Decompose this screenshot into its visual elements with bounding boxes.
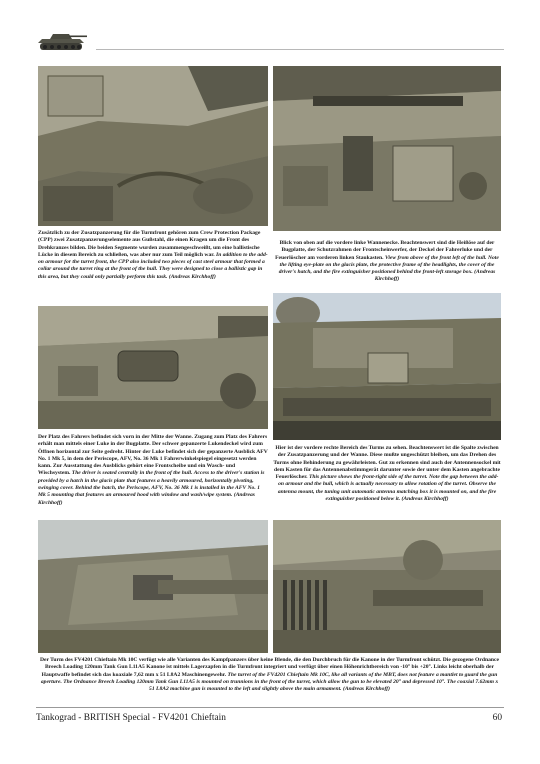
caption-bottom-english: The turret of the FV4201 Chieftain Mk 10C, like all variants of the MBT, does not feature a mantlet to guard the gun aperture. The Ordnance Breech Loading 120mm Tank Gun L11A5 is mounted on trunnions in the front of the turret, which allow the gun to be elevated 20° and depressed 10°. The coaxial 7.62mm x 51 L8A2 machine gun is mounted to the left and slightly above the main armament. (Andreas Kirchhoff) <box>40 671 499 693</box>
header-rule <box>96 49 504 50</box>
photo-driver-hatch <box>38 306 268 429</box>
caption-bottom-german: Der Turm des FV4201 Chieftain Mk 10C verfügt wie alle Varianten des Kampfpanzers über keine Blende, die den Durchbruch für die Kanone in der Turmfront schützt. Die gezogene Ordnance Breech Loading 120mm Tank Gun L11A5 Kanone ist mittels Lagerzapfen in die Turmfront integriert und verfügt über einen Höhenrichtbereich von -10° bis +20°. Links leicht oberhalb der Hauptwaffe befindet sich das koaxiale 7,62 mm x 51 L8A2 Maschinengewehr. <box>39 657 499 678</box>
footer-rule <box>36 707 504 708</box>
photo-turret-gun-aperture <box>38 520 268 653</box>
caption-bottom <box>38 657 501 693</box>
footer-title: Tankograd - BRITISH Special - FV4201 Chieftain <box>36 713 226 723</box>
caption-top-right-english: View from above of the front left of the hull. Note the lifting eye-plate on the glacis plate, the protective frame of the headlights, the cover of the driver's hatch, and the fire extinguisher positioned behind the front-left storage box. (Andreas Kirchhoff) <box>278 254 499 283</box>
page-number: 60 <box>492 713 502 723</box>
caption-middle-right-german: Hier ist der vordere rechte Bereich des Turms zu sehen. Beachtenswert ist die Spalte zwischen der Zusatzpanzerung und der Wanne. Diese mußte ungeschützt bleiben, um das Drehen des Turms ohne Behinderung zu gewährleisten. Gut zu erkennen sind auch der Antennensockel mit dem Kasten für das Antennenabstimmgerät darunter sowie der unter dem Kasten angebrachte Feuerlöscher. <box>273 445 501 481</box>
caption-middle-right-english: This picture shows the front-right side of the turret. Note the gap between the add-on armour and the hull, which is actually necessary to allow rotation of the turret. Observe the antenna mount, the tuning unit automatic antenna matching box it is mounted on, and the fire extinguisher positioned below it. (Andreas Kirchhoff) <box>277 474 499 503</box>
caption-middle-right <box>273 445 501 503</box>
caption-top-right-german: Blick von oben auf die vordere linke Wannenecke. Beachtenswert sind die Heißöse auf der Bugplatte, der Schutzrahmen der Frontscheinwerfer, der Deckel der Fahrerluke und der Feuerlöscher am vorderen linken Staukasten. <box>275 240 495 261</box>
caption-top-left-english: In addition to the add-on armour for the turret front, the CPP also included two pieces of cast steel armour that formed a collar around the turret ring at the front of the hull. They were designed to close a ballistic gap in this area, but they could only partially perform this task. (Andreas Kirchhoff) <box>38 251 268 280</box>
caption-middle-left-english: The driver is seated centrally in the front of the hull. Access to the driver's station is provided by a hatch in the glacis plate that features a heavily armoured, horizontally pivoting, swinging cover. Behind the hatch, the Periscope, AFV, No. 36 Mk 1 is installed in the AFV No. 1 Mk 5 mounting that features an armoured hood with window and wash/wipe system. (Andreas Kirchhoff) <box>38 470 265 506</box>
photo-hull-front-left <box>273 66 501 231</box>
caption-middle-left-german: Der Platz des Fahrers befindet sich vorn in der Mitte der Wanne. Zugang zum Platz des Fahrers erhält man mittels einer Luke in der Bugplatte. Der schwer gepanzerte Lukendeckel wird zum Öffnen horizontal zur Seite gedreht. Hinter der Luke befindet sich der gepanzerte Ausblick AFV No. 1 Mk 5, in dem der Periscope, AFV, No. 36 Mk 1 Fahrerwinkelspiegel eingesetzt werden kann. Zur Ausstattung des Ausblicks gehört eine Frontscheibe und ein Wasch- und Wischsystem. <box>38 434 268 477</box>
photo-turret-collar <box>38 66 268 226</box>
photo-turret-front-right <box>273 293 501 440</box>
caption-top-left <box>38 230 268 281</box>
tank-silhouette-icon <box>36 26 88 54</box>
photo-gun-trunnion <box>273 520 501 653</box>
caption-middle-left <box>38 434 268 507</box>
caption-top-right <box>273 240 501 284</box>
caption-top-left-german: Zusätzlich zu der Zusatzpanzerung für die Turmfront gehören zum Crew Protection Package (CPP) zwei Zusatzpanzerungselemente aus Gußstahl, die einen Kragen um die Front des Drehkranzes bilden. Die beiden Segmente wurden zusammengeschweißt, um eine ballistische Lücke in diesem Bereich zu schließen, was aber nur zum Teil möglich war. <box>38 230 261 258</box>
